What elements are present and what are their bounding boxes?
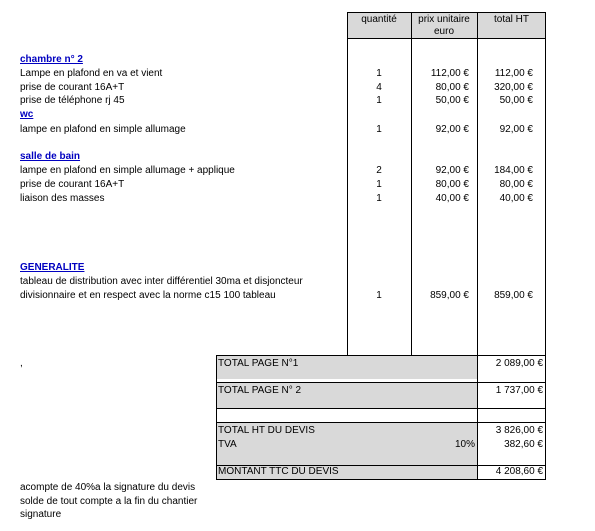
- line-total: 859,00 €: [494, 290, 533, 301]
- line-quantity: 4: [376, 82, 382, 93]
- line-unit-price: 40,00 €: [435, 193, 469, 204]
- line-quantity: 1: [376, 95, 382, 106]
- total-ttc-label: MONTANT TTC DU DEVIS: [218, 466, 339, 477]
- header-quantity: quantité: [361, 14, 397, 25]
- line-description: prise de courant 16A+T: [20, 179, 125, 190]
- line-quantity: 2: [376, 165, 382, 176]
- total-page2-value: 1 737,00 €: [495, 385, 543, 396]
- total-page1-value: 2 089,00 €: [495, 358, 543, 369]
- section-title: salle de bain: [20, 151, 81, 162]
- total-ttc-value: 4 208,60 €: [495, 466, 543, 477]
- totals-border: [216, 479, 546, 480]
- totals-border: [216, 355, 546, 356]
- line-unit-price: 80,00 €: [435, 179, 469, 190]
- line-description: tableau de distribution avec inter différentiel 30ma et disjoncteur: [20, 276, 303, 287]
- totals-border: [216, 355, 217, 480]
- header-top-border: [347, 12, 546, 13]
- header-unit-price: prix unitaire euro: [418, 14, 470, 37]
- line-total: 184,00 €: [494, 165, 533, 176]
- line-description: prise de courant 16A+T: [20, 82, 125, 93]
- line-unit-price: 92,00 €: [435, 165, 469, 176]
- total-page1-label: TOTAL PAGE N°1: [218, 358, 299, 369]
- line-quantity: 1: [376, 179, 382, 190]
- line-description: lampe en plafond en simple allumage: [20, 124, 186, 135]
- line-quantity: 1: [376, 193, 382, 204]
- totals-border: [216, 382, 546, 383]
- line-total: 40,00 €: [499, 193, 533, 204]
- line-unit-price: 112,00 €: [430, 68, 469, 79]
- total-page2-label: TOTAL PAGE N° 2: [218, 385, 302, 396]
- line-unit-price: 92,00 €: [435, 124, 469, 135]
- totals-border: [216, 422, 546, 423]
- line-description: Lampe en plafond en va et vient: [20, 68, 163, 79]
- line-description: prise de téléphone rj 45: [20, 95, 125, 106]
- signature-label: signature: [20, 509, 62, 520]
- total-ht-label: TOTAL HT DU DEVIS: [218, 425, 315, 436]
- tva-value: 382,60 €: [504, 439, 543, 450]
- line-unit-price: 50,00 €: [435, 95, 469, 106]
- line-total: 50,00 €: [499, 95, 533, 106]
- line-total: 320,00 €: [494, 82, 533, 93]
- line-quantity: 1: [376, 124, 382, 135]
- tva-rate: 10%: [454, 439, 475, 450]
- totals-border: [216, 408, 546, 409]
- line-unit-price: 80,00 €: [435, 82, 469, 93]
- line-total: 92,00 €: [499, 124, 533, 135]
- line-quantity: 1: [376, 68, 382, 79]
- line-total: 80,00 €: [499, 179, 533, 190]
- header-total: total HT: [493, 14, 529, 25]
- line-total: 112,00 €: [494, 68, 533, 79]
- total-ht-value: 3 826,00 €: [495, 425, 543, 436]
- line-quantity: 1: [376, 290, 382, 301]
- line-description: divisionnaire et en respect avec la norme c15 100 tableau: [20, 290, 276, 301]
- section-title: chambre n° 2: [20, 54, 83, 65]
- payment-note: solde de tout compte a la fin du chantier: [20, 496, 198, 507]
- section-title: wc: [20, 109, 34, 120]
- section-title: GENERALITE: [20, 262, 85, 273]
- line-description: lampe en plafond en simple allumage + applique: [20, 165, 235, 176]
- line-description: liaison des masses: [20, 193, 105, 204]
- stray-mark: ,: [20, 358, 23, 369]
- header-bottom-border: [347, 38, 546, 39]
- payment-note: acompte de 40%a la signature du devis: [20, 482, 196, 493]
- line-unit-price: 859,00 €: [430, 290, 469, 301]
- tva-label: TVA: [218, 439, 237, 450]
